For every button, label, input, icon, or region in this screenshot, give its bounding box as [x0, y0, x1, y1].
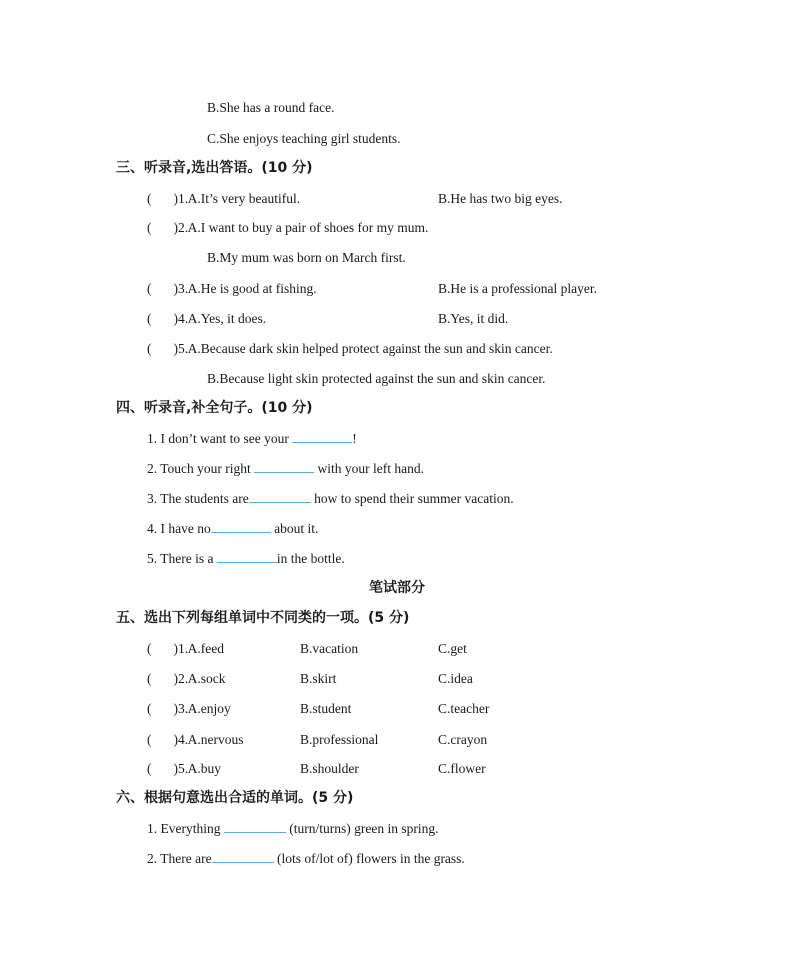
s5-row-1-b: B.vacation — [300, 641, 359, 656]
s3-q1: ( )1. A.It’s very beautiful. — [147, 191, 301, 206]
answer-paren[interactable]: ( )5. — [147, 341, 189, 356]
fill-blank[interactable] — [217, 550, 277, 563]
fill-blank[interactable] — [211, 520, 271, 533]
s3-q4: ( )4. A.Yes, it does. — [147, 311, 267, 326]
s3-q5-option-b: B.Because light skin protected against the sun and skin cancer. — [207, 371, 546, 386]
s3-q4-option-b: B.Yes, it did. — [438, 311, 509, 326]
s3-q3: ( )3. A.He is good at fishing. — [147, 281, 317, 296]
s3-q5: ( )5. A.Because dark skin helped protect against the sun and skin cancer. — [147, 341, 553, 356]
answer-paren[interactable]: ( )5. — [147, 761, 189, 776]
answer-paren[interactable]: ( )3. — [147, 701, 189, 716]
answer-paren[interactable]: ( )1. — [147, 191, 189, 206]
answer-paren[interactable]: ( )4. — [147, 311, 189, 326]
s5-row-2-c: C.idea — [438, 671, 473, 686]
s4-sentence-5: 5. There is a in the bottle. — [147, 551, 345, 566]
answer-paren[interactable]: ( )3. — [147, 281, 189, 296]
section6-title: 六、根据句意选出合适的单词。(5 分) — [116, 790, 354, 806]
s5-row-2-b: B.skirt — [300, 671, 337, 686]
s5-row-3-c: C.teacher — [438, 701, 490, 716]
s5-row-4: ( )4. A.nervous — [147, 732, 244, 747]
s4-sentence-4: 4. I have no about it. — [147, 521, 319, 536]
s5-row-1: ( )1. A.feed — [147, 641, 224, 656]
section5-title: 五、选出下列每组单词中不同类的一项。(5 分) — [116, 610, 410, 626]
s4-sentence-2: 2. Touch your right with your left hand. — [147, 461, 425, 476]
s5-row-5: ( )5. A.buy — [147, 761, 222, 776]
fill-blank[interactable] — [292, 430, 352, 443]
section4-title: 四、听录音,补全句子。(10 分) — [116, 400, 313, 416]
answer-paren[interactable]: ( )2. — [147, 671, 189, 686]
answer-paren[interactable]: ( )4. — [147, 732, 189, 747]
carry-option-c: C.She enjoys teaching girl students. — [207, 131, 401, 146]
s5-row-1-c: C.get — [438, 641, 467, 656]
s5-row-4-c: C.crayon — [438, 732, 488, 747]
s5-row-3: ( )3. A.enjoy — [147, 701, 231, 716]
fill-blank[interactable] — [224, 820, 286, 833]
s6-sentence-2: 2. There are (lots of/lot of) flowers in the grass. — [147, 851, 465, 866]
s5-row-5-c: C.flower — [438, 761, 486, 776]
s3-q2: ( )2. A.I want to buy a pair of shoes for my mum. — [147, 220, 429, 235]
fill-blank[interactable] — [254, 460, 314, 473]
s6-sentence-1: 1. Everything (turn/turns) green in spring. — [147, 821, 439, 836]
s5-row-5-b: B.shoulder — [300, 761, 359, 776]
s5-row-2: ( )2. A.sock — [147, 671, 226, 686]
written-part-heading: 笔试部分 — [369, 580, 425, 596]
s4-sentence-3: 3. The students are how to spend their summer vacation. — [147, 491, 514, 506]
s4-sentence-1: 1. I don’t want to see your ! — [147, 431, 357, 446]
fill-blank[interactable] — [249, 490, 311, 503]
fill-blank[interactable] — [212, 850, 274, 863]
answer-paren[interactable]: ( )1. — [147, 641, 189, 656]
carry-option-b: B.She has a round face. — [207, 100, 335, 115]
s5-row-3-b: B.student — [300, 701, 352, 716]
s5-row-4-b: B.professional — [300, 732, 379, 747]
s3-q3-option-b: B.He is a professional player. — [438, 281, 597, 296]
section3-title: 三、听录音,选出答语。(10 分) — [116, 160, 313, 176]
s3-q1-option-b: B.He has two big eyes. — [438, 191, 563, 206]
answer-paren[interactable]: ( )2. — [147, 220, 189, 235]
s3-q2-option-b: B.My mum was born on March first. — [207, 250, 406, 265]
